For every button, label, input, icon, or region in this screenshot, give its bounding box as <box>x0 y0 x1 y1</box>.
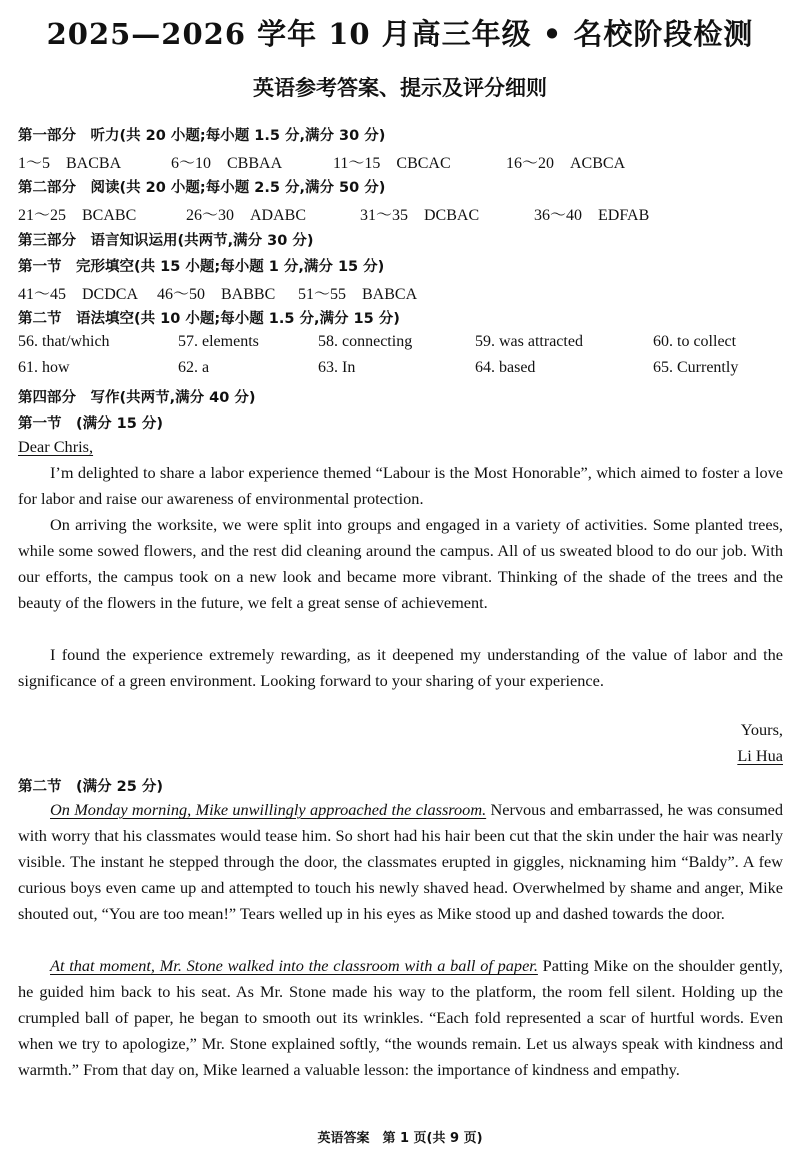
page-title: 2025—2026 学年 10 月高三年级 • 名校阶段检测 <box>46 17 754 51</box>
story-paragraph-1 <box>18 797 783 927</box>
answer-group: 16～20 ACBCA <box>506 155 626 172</box>
letter-paragraph-1: I’m delighted to share a labor experience themed “Labour is the Most Honorable”, which aimed to foster a love for labor and raise our awareness of environmental protection. <box>18 463 783 508</box>
answer-group: 51～55 BABCA <box>298 286 418 303</box>
answer-group: 41～45 DCDCA <box>18 286 139 303</box>
letter-paragraph-3: I found the experience extremely rewarding, as it deepened my understanding of the value of labor and the significance of a green environment. Looking forward to your sharing of your experience. <box>18 645 783 690</box>
story-paragraph-2 <box>18 953 783 1083</box>
story-body-1: Nervous and embarrassed, he was consumed with worry that his classmates would tease him. So short had his hair been cut that the skin under the hair was nearly visible. The instant he stepped through the door, the classmates erupted in giggles, nicknaming him “Baldy”. A few curious boys even came up and attempted to touch his newly shaved head. Overwhelmed by shame and anger, Mike shouted out, “You are too mean!” Tears welled up in his eyes as Mike stood up and dashed towards the door. <box>18 800 784 923</box>
part2-heading: 第二部分 阅读(共 20 小题;每小题 2.5 分,满分 50 分) <box>18 180 386 196</box>
letter-closing: Yours, <box>740 720 783 739</box>
story-lead-sentence-2: At that moment, Mr. Stone walked into the classroom with a ball of paper. <box>50 956 538 975</box>
story-body-2: Patting Mike on the shoulder gently, he guided him back to his seat. As Mr. Stone made his way to the platform, the room fell silent. Holding up the crumpled ball of paper, he began to smooth out its wrinkles. “Each fold represented a scar of hurtful words. Even when we try to apologize,” Mr. Stone explained softly, “the wounds remain. Let us always speak with kindness and warmth.” From that day on, Mike learned a valuable lesson: the importance of kindness and empathy. <box>18 956 783 1079</box>
answer-group: 26～30 ADABC <box>186 207 307 224</box>
part4-heading: 第四部分 写作(共两节,满分 40 分) <box>18 390 256 406</box>
page-subtitle: 英语参考答案、提示及评分细则 <box>253 76 547 100</box>
part1-heading: 第一部分 听力(共 20 小题;每小题 1.5 分,满分 30 分) <box>18 128 386 144</box>
grammar-answer: 65. Currently <box>653 359 739 376</box>
grammar-answer: 63. In <box>318 359 356 376</box>
answer-group: 11～15 CBCAC <box>333 155 451 172</box>
grammar-answer: 58. connecting <box>318 333 413 350</box>
answer-group: 6～10 CBBAA <box>171 155 283 172</box>
letter-paragraph-2: On arriving the worksite, we were split into groups and engaged in a variety of activities. Some planted trees, while some sowed flowers, and the rest did cleaning around the campus. All of us sweated blood to do our job. With our efforts, the campus took on a new look and became more vibrant. Thinking of the shade of the trees and the beauty of the flowers in the future, we felt a great sense of achievement. <box>18 515 783 612</box>
answer-group: 31～35 DCBAC <box>360 207 480 224</box>
answer-group: 46～50 BABBC <box>157 286 276 303</box>
part3-section1-heading: 第一节 完形填空(共 15 小题;每小题 1 分,满分 15 分) <box>18 259 385 275</box>
answer-group: 36～40 EDFAB <box>534 207 650 224</box>
grammar-answer: 56. that/which <box>18 333 110 350</box>
part4-section1-heading: 第一节 (满分 15 分) <box>18 416 164 432</box>
grammar-answer: 59. was attracted <box>475 333 583 350</box>
part4-section2-heading: 第二节 (满分 25 分) <box>18 779 164 795</box>
grammar-answer: 57. elements <box>178 333 259 350</box>
story-lead-sentence-1: On Monday morning, Mike unwillingly approached the classroom. <box>50 800 487 819</box>
answer-group: 21～25 BCABC <box>18 207 137 224</box>
part3-section2-heading: 第二节 语法填空(共 10 小题;每小题 1.5 分,满分 15 分) <box>18 311 400 327</box>
letter-signature: Li Hua <box>737 746 783 765</box>
grammar-answer: 64. based <box>475 359 536 376</box>
answer-group: 1～5 BACBA <box>18 155 122 172</box>
letter-salutation: Dear Chris, <box>18 437 94 456</box>
grammar-answer: 61. how <box>18 359 70 376</box>
part3-heading: 第三部分 语言知识运用(共两节,满分 30 分) <box>18 233 314 249</box>
page-footer: 英语答案 第 1 页(共 9 页) <box>317 1131 483 1146</box>
grammar-answer: 60. to collect <box>653 333 737 350</box>
grammar-answer: 62. a <box>178 359 210 376</box>
